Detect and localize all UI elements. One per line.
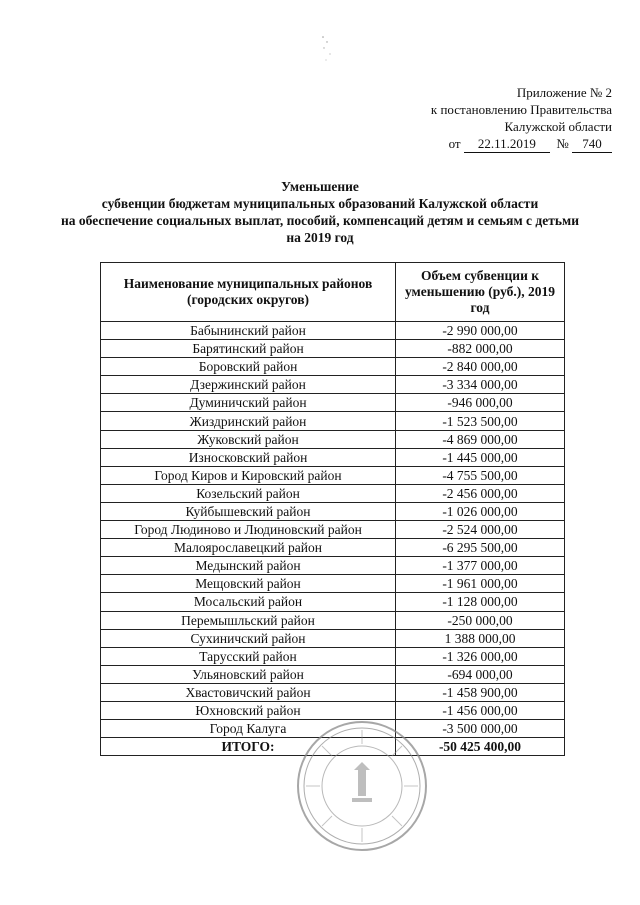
subvention-amount: -1 456 000,00 bbox=[396, 701, 565, 719]
table-row bbox=[101, 322, 565, 340]
table-row bbox=[101, 358, 565, 376]
title-line-2: субвенции бюджетам муниципальных образований Калужской области bbox=[101, 196, 539, 211]
subvention-table bbox=[100, 262, 565, 756]
district-name: Козельский район bbox=[101, 484, 396, 502]
district-name: Мещовский район bbox=[101, 575, 396, 593]
subvention-amount: -4 755 500,00 bbox=[396, 466, 565, 484]
subvention-amount: -2 840 000,00 bbox=[396, 358, 565, 376]
table-row bbox=[101, 575, 565, 593]
district-name: Жиздринский район bbox=[101, 412, 396, 430]
district-name: Юхновский район bbox=[101, 701, 396, 719]
subvention-amount: -882 000,00 bbox=[396, 340, 565, 358]
district-name: Думиничский район bbox=[101, 394, 396, 412]
resolution-date: 22.11.2019 bbox=[464, 135, 550, 153]
district-name: Малоярославецкий район bbox=[101, 539, 396, 557]
subvention-amount: -6 295 500,00 bbox=[396, 539, 565, 557]
table-header-row bbox=[101, 263, 565, 322]
subvention-amount: 1 388 000,00 bbox=[396, 629, 565, 647]
appendix-line-1: Приложение № 2 bbox=[516, 85, 612, 100]
table-row bbox=[101, 557, 565, 575]
subvention-amount: -250 000,00 bbox=[396, 611, 565, 629]
district-name: Куйбышевский район bbox=[101, 502, 396, 520]
district-name: Ульяновский район bbox=[101, 665, 396, 683]
subvention-amount: -2 456 000,00 bbox=[396, 484, 565, 502]
subvention-amount: -1 026 000,00 bbox=[396, 502, 565, 520]
subvention-amount: -3 500 000,00 bbox=[396, 720, 565, 738]
number-prefix: № bbox=[556, 136, 569, 151]
title-line-4: на 2019 год bbox=[286, 230, 354, 245]
subvention-amount: -1 961 000,00 bbox=[396, 575, 565, 593]
table-row bbox=[101, 629, 565, 647]
district-name: Город Калуга bbox=[101, 720, 396, 738]
appendix-line-2: к постановлению Правительства bbox=[430, 102, 612, 117]
document-title bbox=[0, 178, 640, 246]
table-row bbox=[101, 539, 565, 557]
column-header-amount: Объем субвенции к уменьшению (руб.), 2019 год bbox=[396, 263, 565, 322]
title-line-1: Уменьшение bbox=[281, 179, 359, 194]
table-row bbox=[101, 376, 565, 394]
district-name: Боровский район bbox=[101, 358, 396, 376]
total-label: ИТОГО: bbox=[101, 738, 396, 756]
table-row bbox=[101, 521, 565, 539]
district-name: Барятинский район bbox=[101, 340, 396, 358]
table-row bbox=[101, 502, 565, 520]
table-row bbox=[101, 430, 565, 448]
subvention-amount: -1 458 900,00 bbox=[396, 683, 565, 701]
district-name: Износковский район bbox=[101, 448, 396, 466]
district-name: Город Киров и Кировский район bbox=[101, 466, 396, 484]
district-name: Город Людиново и Людиновский район bbox=[101, 521, 396, 539]
subvention-amount: -4 869 000,00 bbox=[396, 430, 565, 448]
subvention-amount: -1 445 000,00 bbox=[396, 448, 565, 466]
total-value: -50 425 400,00 bbox=[396, 738, 565, 756]
table-row bbox=[101, 394, 565, 412]
table-row bbox=[101, 665, 565, 683]
appendix-line-3: Калужской области bbox=[504, 119, 612, 134]
official-seal-icon bbox=[294, 718, 430, 854]
appendix-block bbox=[431, 84, 612, 135]
table-row bbox=[101, 701, 565, 719]
table-row bbox=[101, 647, 565, 665]
table-row bbox=[101, 611, 565, 629]
subvention-amount: -3 334 000,00 bbox=[396, 376, 565, 394]
subvention-amount: -694 000,00 bbox=[396, 665, 565, 683]
scan-artifact-icon bbox=[318, 34, 338, 64]
table-row bbox=[101, 412, 565, 430]
column-header-district: Наименование муниципальных районов (городских округов) bbox=[101, 263, 396, 322]
table-row bbox=[101, 448, 565, 466]
district-name: Сухиничский район bbox=[101, 629, 396, 647]
district-name: Медынский район bbox=[101, 557, 396, 575]
subvention-amount: -1 128 000,00 bbox=[396, 593, 565, 611]
subvention-amount: -1 523 500,00 bbox=[396, 412, 565, 430]
district-name: Дзержинский район bbox=[101, 376, 396, 394]
table-row bbox=[101, 593, 565, 611]
district-name: Мосальский район bbox=[101, 593, 396, 611]
district-name: Хвастовичский район bbox=[101, 683, 396, 701]
title-line-3: на обеспечение социальных выплат, пособий, компенсаций детям и семьям с детьми bbox=[61, 213, 579, 228]
table-row bbox=[101, 340, 565, 358]
district-name: Жуковский район bbox=[101, 430, 396, 448]
subvention-amount: -2 990 000,00 bbox=[396, 322, 565, 340]
district-name: Перемышльский район bbox=[101, 611, 396, 629]
district-name: Тарусский район bbox=[101, 647, 396, 665]
district-name: Бабынинский район bbox=[101, 322, 396, 340]
table-row bbox=[101, 683, 565, 701]
subvention-amount: -1 377 000,00 bbox=[396, 557, 565, 575]
table-row bbox=[101, 466, 565, 484]
subvention-amount: -946 000,00 bbox=[396, 394, 565, 412]
subvention-amount: -1 326 000,00 bbox=[396, 647, 565, 665]
resolution-number: 740 bbox=[572, 135, 612, 153]
date-prefix: от bbox=[448, 136, 461, 151]
table-row bbox=[101, 484, 565, 502]
subvention-amount: -2 524 000,00 bbox=[396, 521, 565, 539]
resolution-date-number bbox=[449, 135, 612, 153]
